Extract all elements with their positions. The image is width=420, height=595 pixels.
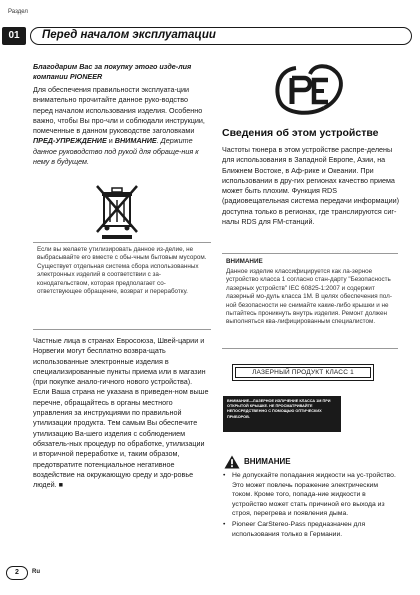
eu-disposal-text: Частные лица в странах Евросоюза, Швей-царии и Норвегии могут бесплатно возвра-щать использованные электронные изделия в специализированные пункты приема или в магазин (при покупке анало-гичного нового устройства). Если Ваша страна не указана в приведен-ном выше перечне, обращайтесь в органы местного управления за инструкциями по правильной утилизации продукта. Тем самым Вы обеспечите утилизацию Ва-шего изделия с соблюдением обязатель-ных процедур по обработке, утилизации и вторичной переработке и, таким образом, предотвратите потенциальное негативное воздействие на окружающую среду и здо-ровье людей. ■: [33, 336, 209, 490]
caution-item: • Pioneer CarStereo-Pass предназначен для использования только в Германии.: [222, 520, 400, 539]
intro-paragraph: [33, 85, 209, 167]
intro-and: и: [106, 136, 115, 146]
page-number: 2: [6, 566, 28, 580]
device-info-heading: Сведения об этом устройстве: [222, 127, 379, 139]
page-title: Перед началом эксплуатации: [42, 29, 216, 41]
laser-warning-box: [222, 253, 398, 349]
section-number-badge: 01: [2, 27, 26, 45]
crossed-out-bin-icon: [94, 182, 140, 240]
caution-item: • Не допускайте попадания жидкости на ус-тройство. Это может повлечь поражение электрическим током. Кроме того, попада-ние жидкости в устройство может стать причиной его выхода из строя, перегрева и появления дыма.: [222, 471, 400, 519]
section-label: Раздел: [8, 9, 28, 15]
laser-class-label: [232, 364, 374, 381]
recycle-note-box: Если вы желаете утилизировать данное из-делие, не выбрасывайте его вместе с обы-чным бытовым мусором. Существует отдельная система сбора использованных электронных изделий в соответствии с за-конодательством, которая предполагает со-ответствующее обращение, возврат и переработку.: [33, 242, 211, 330]
intro-tail: . Держите данное руководство под рукой для обраще-ния к нему в будущем.: [33, 136, 199, 167]
caution-list: [222, 471, 400, 540]
laser-warning-title: ВНИМАНИЕ: [226, 258, 263, 265]
intro-text: Для обеспечения правильности эксплуата-ции внимательно прочитайте данное руко-водство перед началом использования изделия. Особенно важно, чтобы Вы про-чли и соблюдали инструкции, помеченные в данном руководстве заголовками: [33, 85, 205, 136]
laser-class-label-text: ЛАЗЕРНЫЙ ПРОДУКТ КЛАСС 1: [235, 367, 371, 378]
pct-certification-logo-icon: [270, 60, 352, 120]
warning-triangle-icon: [224, 455, 240, 469]
caution-heading: ВНИМАНИЕ: [244, 457, 291, 466]
intro-heading: Благодарим Вас за покупку этого изде-лия компании PIONEER: [33, 62, 192, 82]
language-code: Ru: [32, 569, 40, 575]
intro-bold-warning: ПРЕД-УПРЕЖДЕНИЕ: [33, 136, 107, 146]
intro-bold-caution: ВНИМАНИЕ: [114, 136, 157, 146]
device-info-text: Частоты тюнера в этом устройстве распре-делены для использования в Западной Европе, Азии, на Ближнем Востоке, в Аф-рике и Океании. При использовании в дру-гих регионах качество приема может быть плохим. Функция RDS (радиовещательная система передачи информации) доступна только в регионах, где транслируются сиг-налы RDS для FM-станций.: [222, 145, 400, 227]
laser-warning-text: Данное изделие классифицируется как ла-зерное устройство класса 1 согласно стан-дарту "Безопасность лазерных устройств" IEC 60825-1:2007 и содержит лазерный мо-дуль класса 1M. В целях обеспечения пол-ной безопасности не снимайте какие-либо крышки и не пытайтесь проникнуть внутрь изделия. Ремонт должен выполняться ква-лифицированным специалистом.: [226, 268, 392, 326]
laser-warning-sticker: ВНИМАНИЕ—ЛАЗЕРНОЕ ИЗЛУЧЕНИЕ КЛАССА 1М ПРИ ОТКРЫТОЙ КРЫШКЕ. НЕ ПРОСМАТРИВАЙТЕ НЕПОСРЕДСТВЕННО С ПОМОЩЬЮ ОПТИЧЕСКИХ ПРИБОРОВ.: [223, 396, 341, 432]
